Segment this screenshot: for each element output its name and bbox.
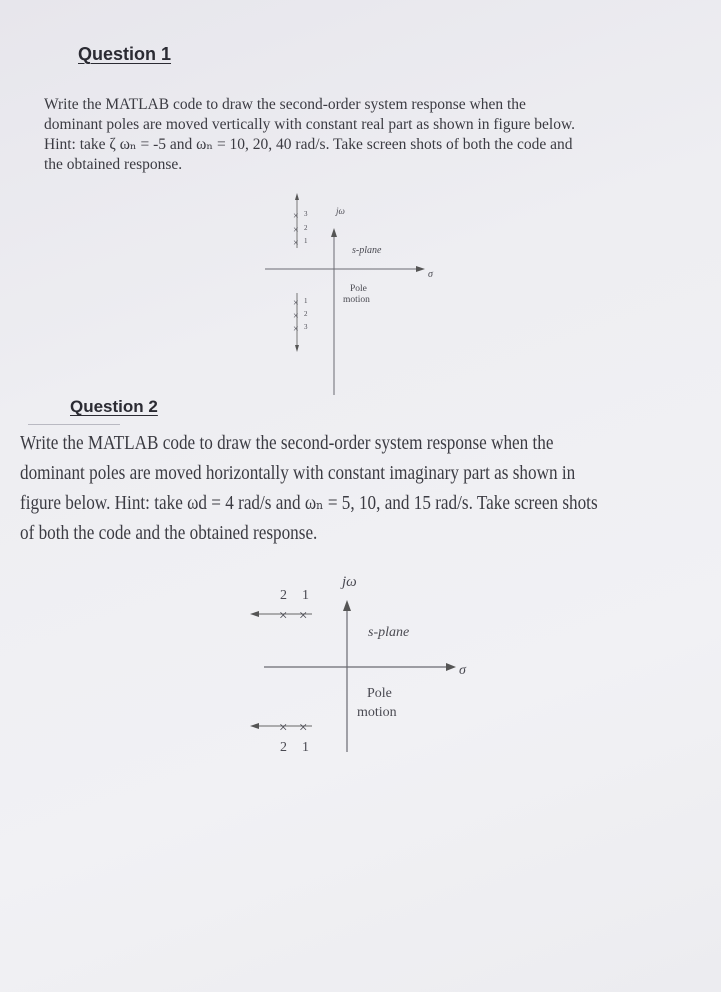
question-2-heading: Question 2 <box>70 397 158 416</box>
q2-lower-track-arrow-icon <box>250 723 259 729</box>
q1-jw-label: jω <box>336 206 345 216</box>
q1-upper-pole-x-1: × <box>293 238 299 249</box>
question-2-line-4: of both the code and the obtained response. <box>20 523 318 544</box>
q2-lower-pole-x-1: × <box>299 720 308 736</box>
q1-lower-track-arrow-icon <box>295 345 299 352</box>
q2-lower-pole-label-2: 2 <box>280 740 287 755</box>
q1-pole-motion-line-1: Pole <box>350 284 367 294</box>
question-2-line-2: dominant poles are moved horizontally with constant imaginary part as shown in <box>20 463 576 484</box>
question-2-line-1: Write the MATLAB code to draw the second-order system response when the <box>20 433 554 454</box>
q1-plane-label: s-plane <box>352 245 382 256</box>
q2-pole-motion-line-2: motion <box>357 705 397 720</box>
question-2-text <box>20 429 601 549</box>
q2-lower-pole-x-2: × <box>279 720 288 736</box>
q1-upper-pole-x-3: × <box>293 211 299 222</box>
q2-lower-pole-label-1: 1 <box>302 740 309 755</box>
q2-plane-label: s-plane <box>368 625 410 640</box>
q2-jw-arrow-icon <box>343 600 351 611</box>
q1-jw-arrow-icon <box>331 228 337 237</box>
q1-pole-motion-line-2: motion <box>343 295 370 305</box>
q2-upper-pole-x-1: × <box>299 608 308 624</box>
q2-upper-pole-label-1: 1 <box>302 588 309 603</box>
q2-jw-label: jω <box>342 574 357 590</box>
question-1-line-3: Hint: take ζ ωₙ = -5 and ωₙ = 10, 20, 40 rad/s. Take screen shots of both the code and <box>44 136 573 153</box>
q1-lower-pole-label-1: 1 <box>304 297 308 305</box>
q2-sigma-arrow-icon <box>446 663 456 671</box>
q2-upper-track-arrow-icon <box>250 611 259 617</box>
question-2-top-rule <box>28 424 120 425</box>
question-1-line-2: dominant poles are moved vertically with constant real part as shown in figure below. <box>44 116 576 133</box>
q1-sigma-arrow-icon <box>416 266 425 272</box>
q1-upper-pole-x-2: × <box>293 225 299 236</box>
q1-sigma-label: σ <box>428 269 433 280</box>
q1-upper-pole-label-3: 3 <box>304 210 308 218</box>
q1-lower-pole-label-3: 3 <box>304 323 308 331</box>
q1-upper-pole-label-2: 2 <box>304 224 308 232</box>
q2-upper-pole-label-2: 2 <box>280 588 287 603</box>
q1-upper-track-arrow-icon <box>295 193 299 200</box>
q2-sigma-label: σ <box>459 663 466 678</box>
question-1-line-1: Write the MATLAB code to draw the second-order system response when the <box>44 96 526 113</box>
q1-lower-pole-x-3: × <box>293 324 299 335</box>
q1-lower-pole-x-2: × <box>293 311 299 322</box>
q1-lower-pole-x-1: × <box>293 298 299 309</box>
question-1-text <box>44 95 669 175</box>
question-2-line-3: figure below. Hint: take ωd = 4 rad/s and ωₙ = 5, 10, and 15 rad/s. Take screen shots <box>20 493 598 514</box>
q1-lower-pole-label-2: 2 <box>304 310 308 318</box>
q2-pole-motion-line-1: Pole <box>367 686 392 701</box>
question-1-line-4: the obtained response. <box>44 156 183 173</box>
q2-upper-pole-x-2: × <box>279 608 288 624</box>
q1-upper-pole-label-1: 1 <box>304 237 308 245</box>
question-1-heading: Question 1 <box>78 44 172 64</box>
